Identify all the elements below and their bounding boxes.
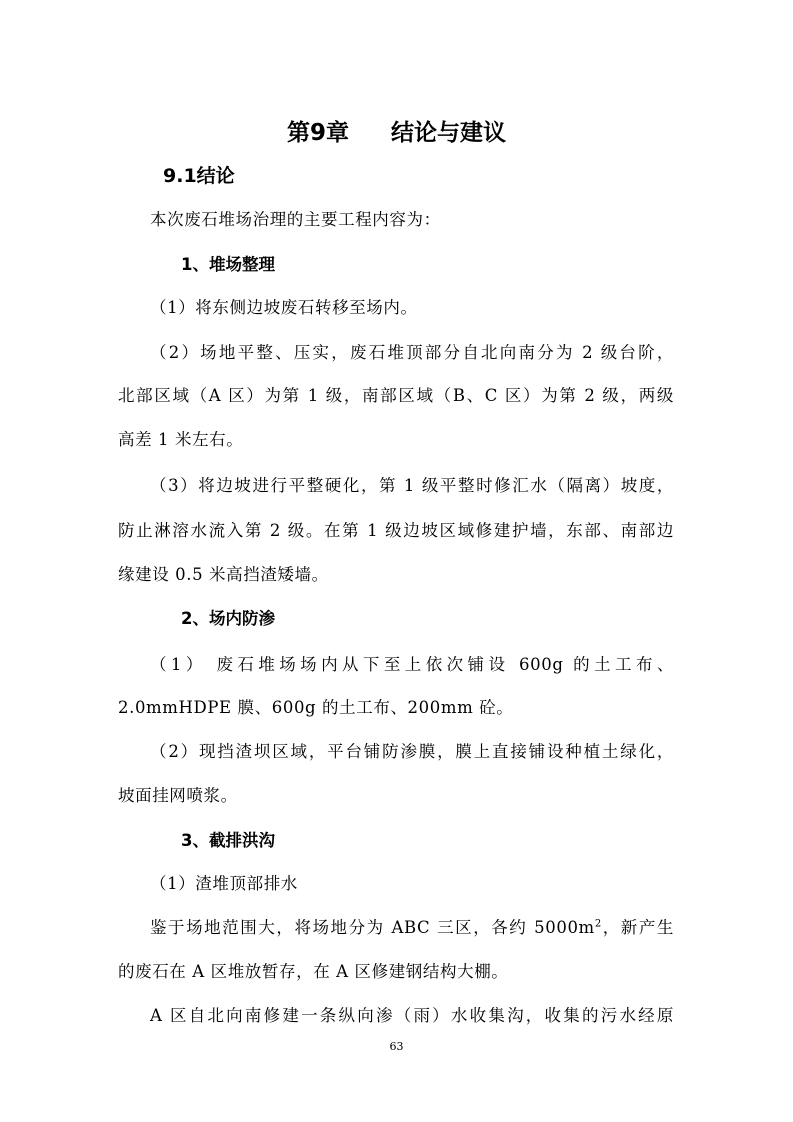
paragraph-line: （1） 废石堆场场内从下至上依次铺设 600g 的土工布、 bbox=[150, 655, 674, 674]
page-number: 63 bbox=[389, 1040, 404, 1053]
section-heading: 9.1结论 bbox=[163, 165, 235, 187]
paragraph-line: 防止淋溶水流入第 2 级。在第 1 级边坡区域修建护墙，东部、南部边 bbox=[118, 521, 674, 540]
chapter-number: 第9章 bbox=[286, 120, 349, 146]
chapter-name: 结论与建议 bbox=[391, 120, 506, 146]
paragraph-line: 高差 1 米左右。 bbox=[118, 430, 244, 449]
superscript: 2 bbox=[594, 918, 602, 930]
paragraph-line: A 区自北向南修建一条纵向渗（雨）水收集沟，收集的污水经原 bbox=[150, 1006, 674, 1025]
subheading-seepage-control: 2、场内防渗 bbox=[181, 609, 275, 628]
intro-line: 本次废石堆场治理的主要工程内容为： bbox=[150, 210, 441, 229]
chapter-title bbox=[0, 114, 793, 147]
paragraph-text: ，新产生 bbox=[601, 918, 675, 937]
paragraph-line: 北部区域（A 区）为第 1 级，南部区域（B、C 区）为第 2 级，两级 bbox=[118, 386, 674, 405]
paragraph-line: 的废石在 A 区堆放暂存，在 A 区修建钢结构大棚。 bbox=[118, 962, 509, 981]
paragraph-line: （1）将东侧边坡废石转移至场内。 bbox=[150, 298, 418, 317]
paragraph-text: 鉴于场地范围大，将场地分为 ABC 三区，各约 5000m bbox=[150, 918, 595, 937]
paragraph-line: （3）将边坡进行平整硬化，第 1 级平整时修汇水（隔离）坡度， bbox=[150, 476, 674, 495]
paragraph-line bbox=[150, 914, 674, 938]
subheading-pile-arrangement: 1、堆场整理 bbox=[181, 255, 275, 274]
subheading-flood-ditch: 3、截排洪沟 bbox=[181, 831, 275, 850]
paragraph-line: 坡面挂网喷浆。 bbox=[118, 786, 238, 805]
paragraph-line: （2）场地平整、压实，废石堆顶部分自北向南分为 2 级台阶， bbox=[150, 343, 674, 362]
paragraph-line: 2.0mmHDPE 膜、600g 的土工布、200mm 砼。 bbox=[118, 698, 514, 717]
paragraph-line: 缘建设 0.5 米高挡渣矮墙。 bbox=[118, 565, 329, 584]
paragraph-line: （2）现挡渣坝区域，平台铺防渗膜，膜上直接铺设种植土绿化， bbox=[150, 742, 674, 761]
paragraph-line: （1）渣堆顶部排水 bbox=[150, 874, 298, 893]
